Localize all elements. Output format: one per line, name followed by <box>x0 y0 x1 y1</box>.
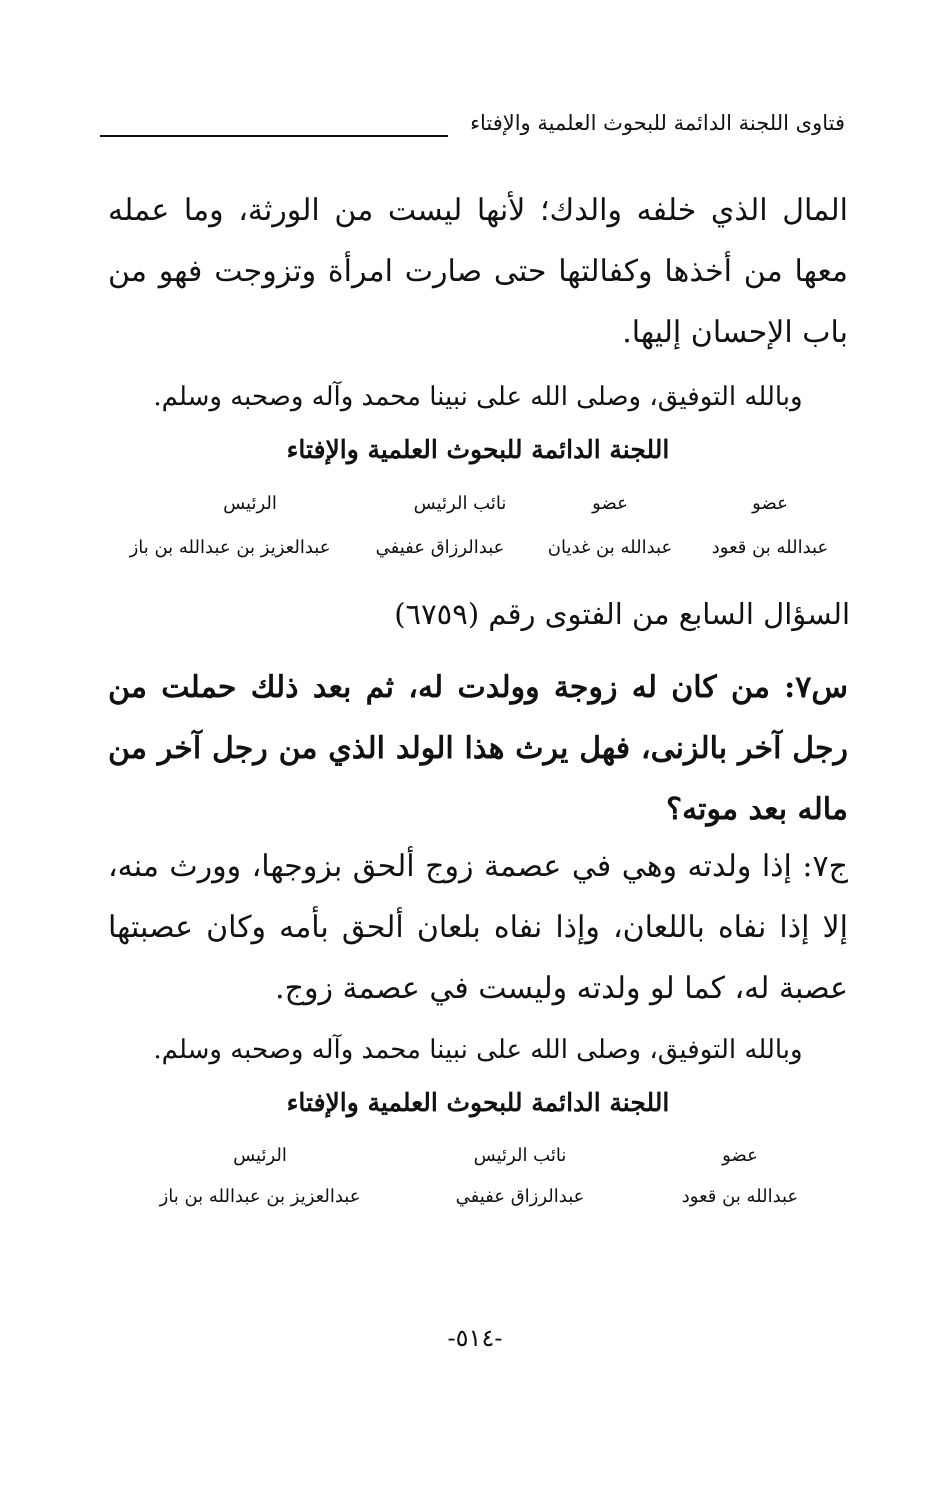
signatory-role: نائب الرئيس <box>473 1145 567 1166</box>
signatory-role: الرئيس <box>223 493 277 514</box>
question-heading: السؤال السابع من الفتوى رقم (٦٧٥٩) <box>394 597 850 631</box>
signatory-name: عبدالله بن قعود <box>711 537 829 558</box>
signatory-name: عبدالعزيز بن عبدالله بن باز <box>159 1186 361 1207</box>
signatory-name: عبدالعزيز بن عبدالله بن باز <box>129 537 331 558</box>
signatory-role: عضو <box>592 493 628 514</box>
closing-prayer-1: وبالله التوفيق، وصلى الله على نبينا محمد وآله وصحبه وسلم. <box>153 382 803 412</box>
page-number: -٥١٤- <box>447 1324 503 1352</box>
question-paragraph: س٧: من كان له زوجة وولدت له، ثم بعد ذلك حملت من رجل آخر بالزنى، فهل يرث هذا الولد الذي من رجل آخر من ماله بعد موته؟ <box>108 670 848 827</box>
running-header-title: فتاوى اللجنة الدائمة للبحوث العلمية والإفتاء <box>470 111 845 135</box>
signatory-role: عضو <box>722 1145 758 1166</box>
closing-prayer-2: وبالله التوفيق، وصلى الله على نبينا محمد وآله وصحبه وسلم. <box>153 1035 803 1065</box>
header-rule <box>100 135 448 137</box>
committee-name-2: اللجنة الدائمة للبحوث العلمية والإفتاء <box>286 1088 670 1117</box>
signatory-role: عضو <box>752 493 788 514</box>
signatory-name: عبدالله بن قعود <box>681 1186 799 1207</box>
answer-paragraph: ج٧: إذا ولدته وهي في عصمة زوج ألحق بزوجها، وورث منه، إلا إذا نفاه باللعان، وإذا نفاه بلعان ألحق بأمه وكان عصبتها عصبة له، كما لو ولدته وليست في عصمة زوج. <box>108 849 849 1006</box>
signatory-role: نائب الرئيس <box>413 493 507 514</box>
signatory-name: عبدالله بن غديان <box>547 537 673 558</box>
committee-name-1: اللجنة الدائمة للبحوث العلمية والإفتاء <box>286 435 670 464</box>
signatory-name: عبدالرزاق عفيفي <box>375 537 505 558</box>
fatwa-continuation-paragraph: المال الذي خلفه والدك؛ لأنها ليست من الورثة، وما عمله معها من أخذها وكفالتها حتى صارت امرأة وتزوجت فهو من باب الإحسان إليها. <box>108 193 848 350</box>
signatory-role: الرئيس <box>233 1145 287 1166</box>
running-header <box>100 108 845 142</box>
signatory-name: عبدالرزاق عفيفي <box>455 1186 585 1207</box>
